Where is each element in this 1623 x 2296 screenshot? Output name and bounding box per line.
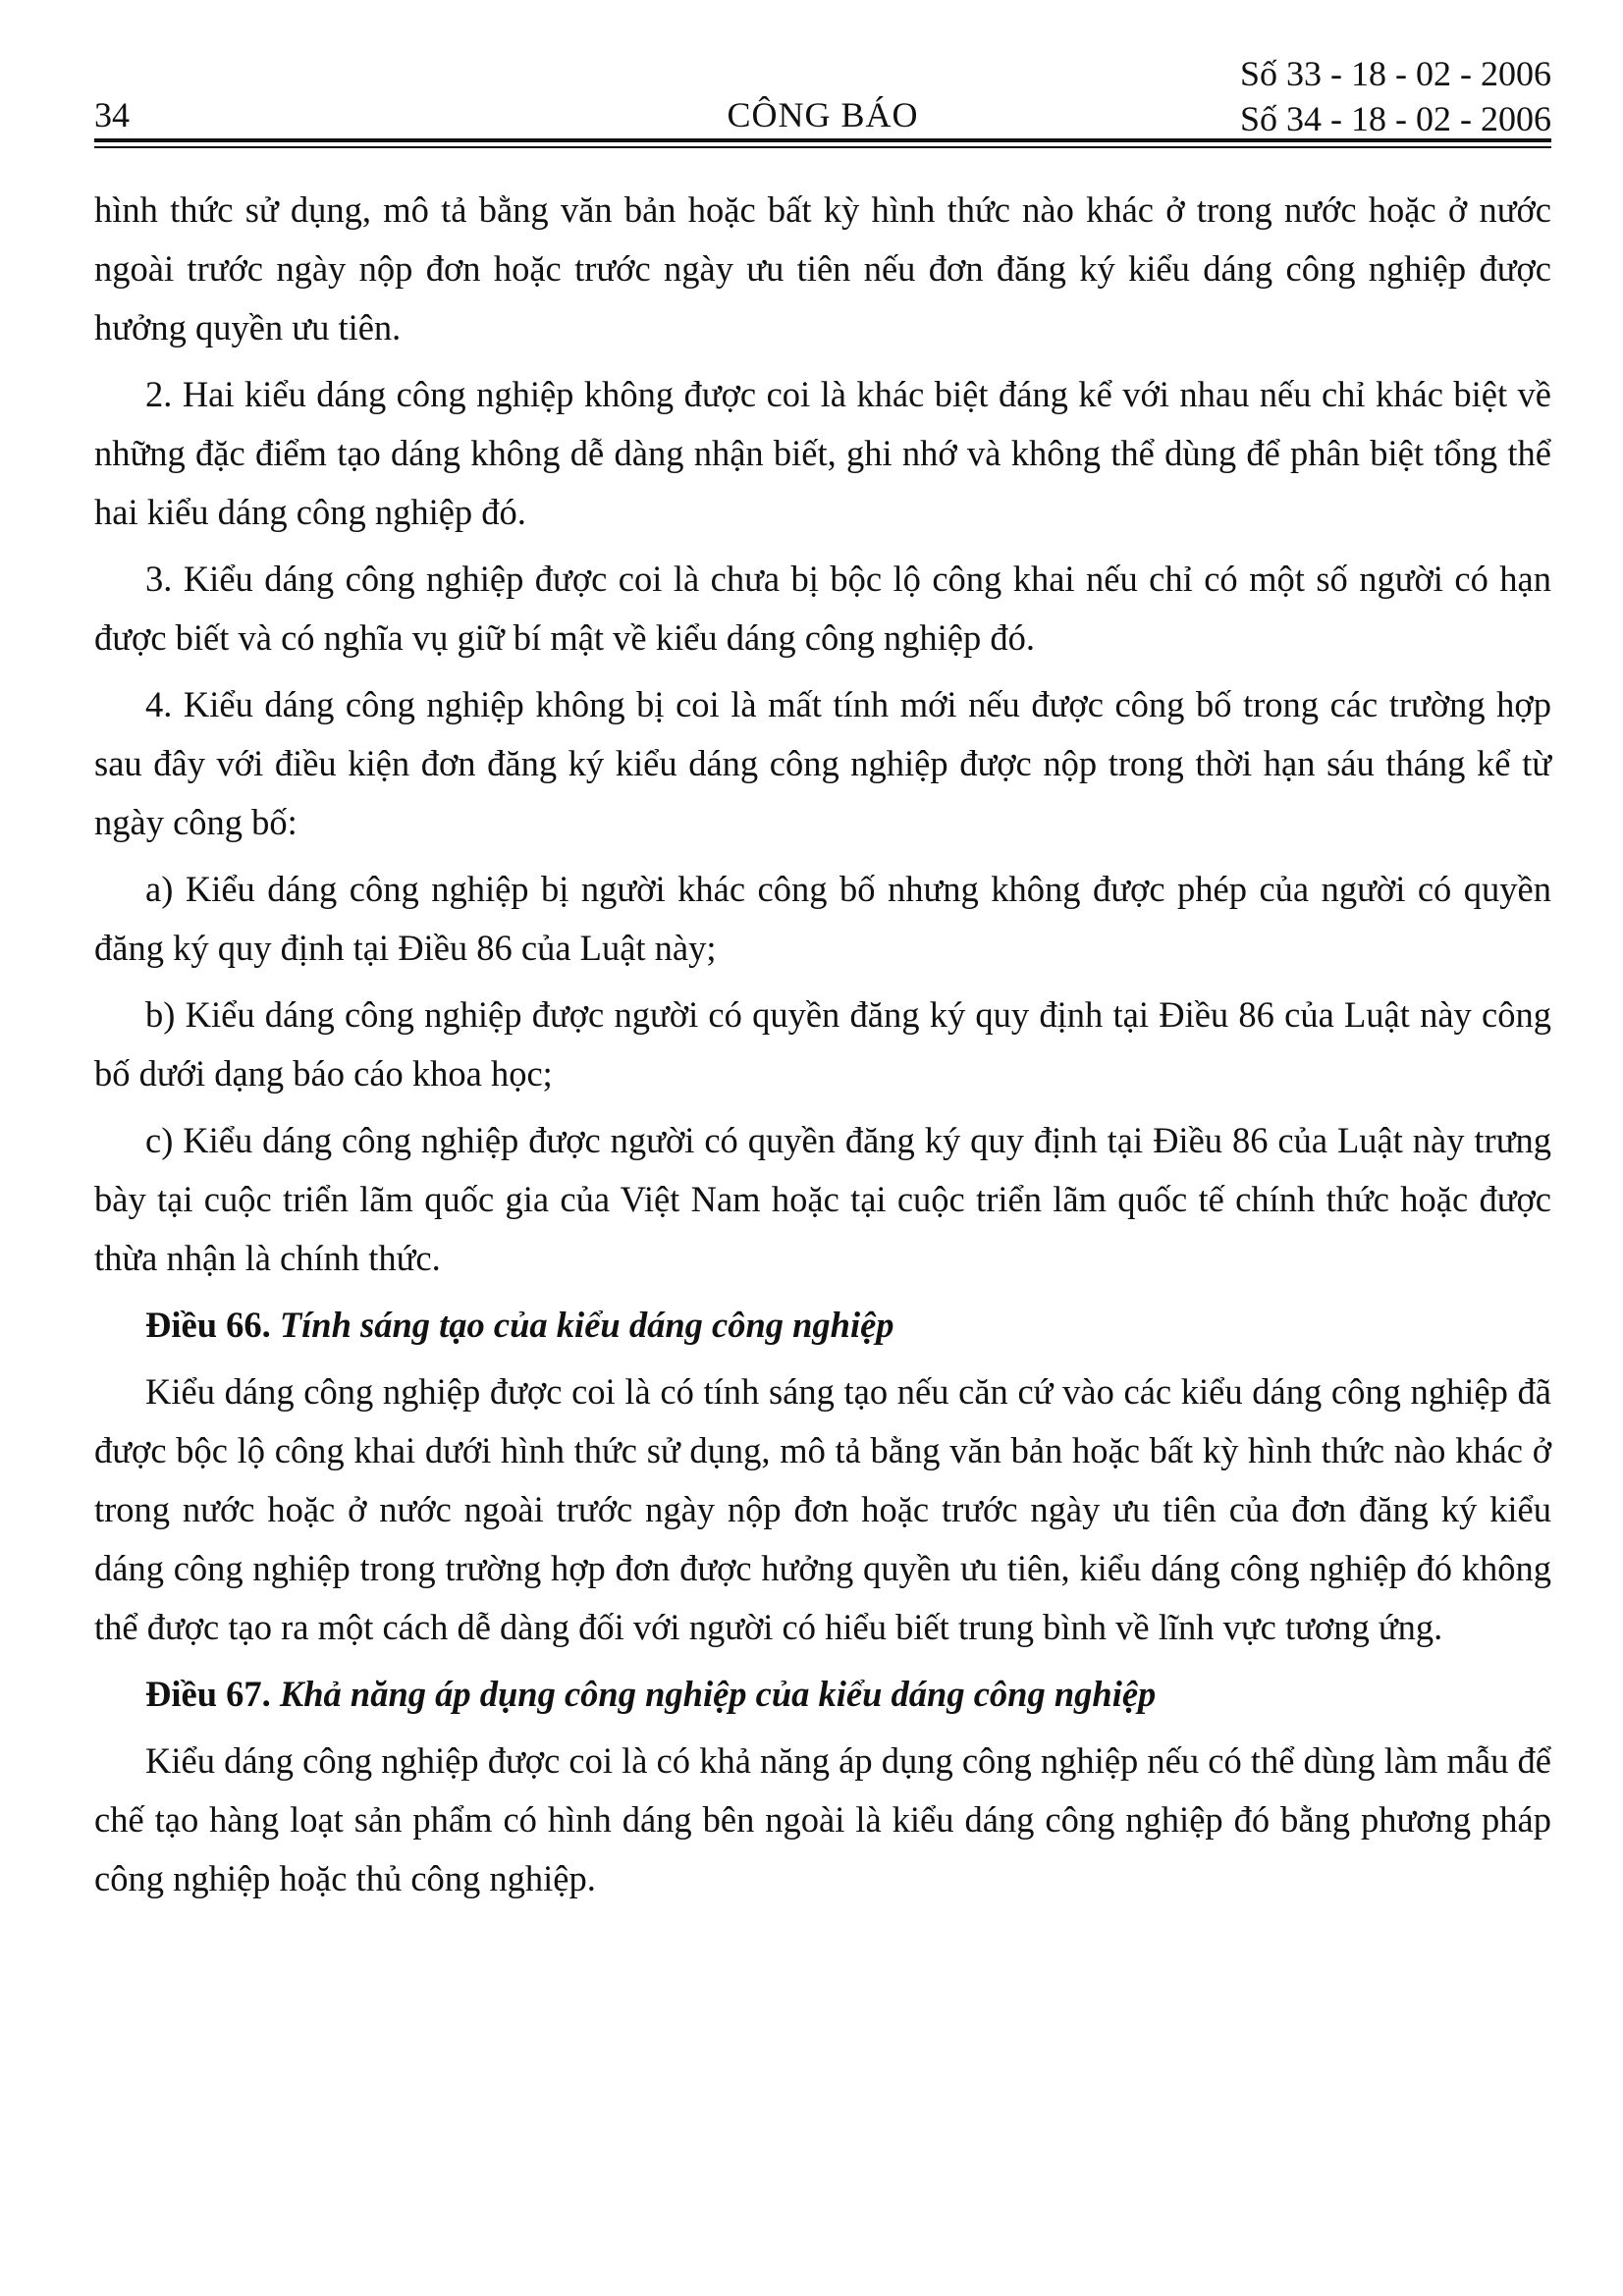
article-67-text: Kiểu dáng công nghiệp được coi là có khả năng áp dụng công nghiệp nếu có thể dùng làm mẫu để chế tạo hàng loạt sản phẩm có hình dáng bên ngoài là kiểu dáng công nghiệp đó bằng phương pháp công nghiệp hoặc thủ công nghiệp. [94, 1740, 1551, 1898]
page-number: 34 [94, 95, 130, 134]
article-66-label: Điều 66. [145, 1305, 271, 1345]
paragraph-clause-4: 4. Kiểu dáng công nghiệp không bị coi là mất tính mới nếu được công bố trong các trường hợp sau đây với điều kiện đơn đăng ký kiểu dáng công nghiệp được nộp trong thời hạn sáu tháng kể từ ngày công bố: [94, 684, 1551, 842]
article-66-title: Tính sáng tạo của kiểu dáng công nghiệp [279, 1305, 894, 1345]
paragraph-clause-3: 3. Kiểu dáng công nghiệp được coi là chưa bị bộc lộ công khai nếu chỉ có một số người có hạn được biết và có nghĩa vụ giữ bí mật về kiểu dáng công nghiệp đó. [94, 559, 1551, 658]
paragraph-point-a: a) Kiểu dáng công nghiệp bị người khác công bố nhưng không được phép của người có quyền đăng ký quy định tại Điều 86 của Luật này; [94, 869, 1551, 968]
paragraph-point-c: c) Kiểu dáng công nghiệp được người có quyền đăng ký quy định tại Điều 86 của Luật này trưng bày tại cuộc triển lãm quốc gia của Việt Nam hoặc tại cuộc triển lãm quốc tế chính thức hoặc được thừa nhận là chính thức. [94, 1120, 1551, 1278]
issue-numbers [1240, 51, 1551, 141]
paragraph-point-b: b) Kiểu dáng công nghiệp được người có quyền đăng ký quy định tại Điều 86 của Luật này công bố dưới dạng báo cáo khoa học; [94, 994, 1551, 1094]
article-66-text: Kiểu dáng công nghiệp được coi là có tính sáng tạo nếu căn cứ vào các kiểu dáng công nghiệp đã được bộc lộ công khai dưới hình thức sử dụng, mô tả bằng văn bản hoặc bất kỳ hình thức nào khác ở trong nước hoặc ở nước ngoài trước ngày nộp đơn hoặc trước ngày ưu tiên của đơn đăng ký kiểu dáng công nghiệp trong trường hợp đơn được hưởng quyền ưu tiên, kiểu dáng công nghiệp đó không thể được tạo ra một cách dễ dàng đối với người có hiểu biết trung bình về lĩnh vực tương ứng. [94, 1371, 1551, 1647]
article-67-label: Điều 67. [145, 1674, 271, 1714]
paragraph-continuation: hình thức sử dụng, mô tả bằng văn bản hoặc bất kỳ hình thức nào khác ở trong nước hoặc ở nước ngoài trước ngày nộp đơn hoặc trước ngày ưu tiên nếu đơn đăng ký kiểu dáng công nghiệp được hưởng quyền ưu tiên. [94, 189, 1551, 347]
article-66-heading [94, 1296, 1551, 1355]
issue-number-34: Số 34 - 18 - 02 - 2006 [1240, 99, 1551, 138]
article-67-heading [94, 1665, 1551, 1724]
paragraph-clause-2: 2. Hai kiểu dáng công nghiệp không được coi là khác biệt đáng kể với nhau nếu chỉ khác biệt về những đặc điểm tạo dáng không dễ dàng nhận biết, ghi nhớ và không thể dùng để phân biệt tổng thể hai kiểu dáng công nghiệp đó. [94, 374, 1551, 532]
header-rule-thick [94, 138, 1551, 142]
issue-number-33: Số 33 - 18 - 02 - 2006 [1240, 54, 1551, 93]
page-header [94, 51, 1551, 141]
document-body [94, 181, 1551, 1916]
article-67-title: Khả năng áp dụng công nghiệp của kiểu dáng công nghiệp [279, 1674, 1157, 1714]
gazette-title: CÔNG BÁO [727, 95, 919, 134]
header-rule-thin [94, 146, 1551, 148]
